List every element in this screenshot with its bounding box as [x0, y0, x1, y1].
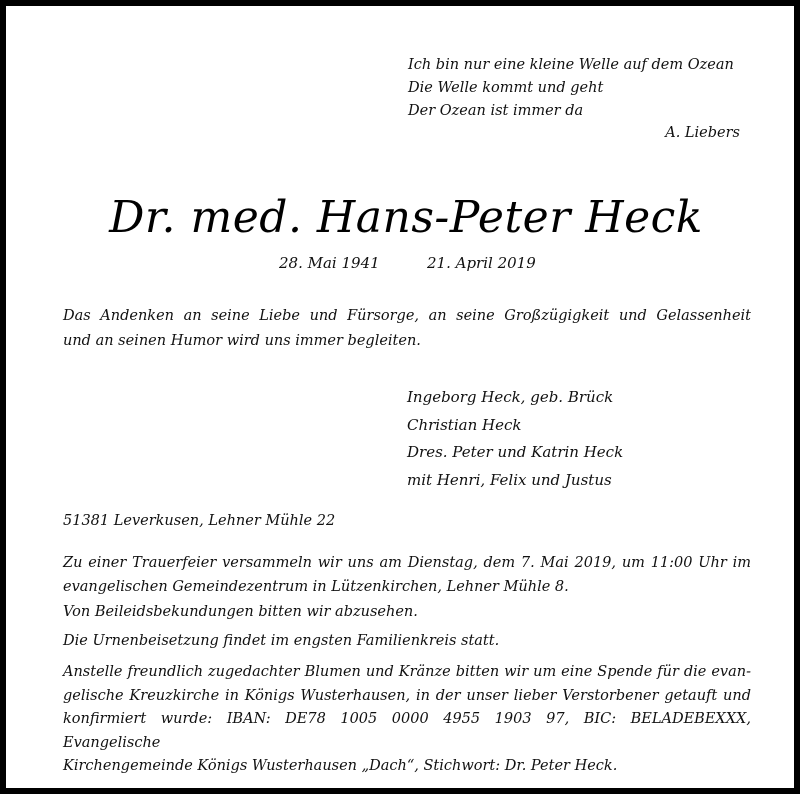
tribute-text — [63, 304, 751, 354]
condolences-notice: Von Beileidsbekundungen bitten wir abzusehen. — [63, 604, 418, 620]
donation-line: Kirchengemeinde Königs Wusterhausen „Dach“, Stichwort: Dr. Peter Heck. — [63, 758, 618, 774]
poem — [408, 54, 734, 123]
family-member: Christian Heck — [407, 415, 522, 434]
poem-author: A. Liebers — [665, 125, 740, 141]
donation-line: Anstelle freundlich zugedachter Blumen und Kränze bitten wir um eine Spende für die evan- — [63, 664, 751, 680]
birth-date: 28. Mai 1941 — [279, 254, 380, 272]
deceased-name: Dr. med. Hans-Peter Heck — [109, 192, 703, 243]
donation-notice — [63, 661, 751, 779]
death-date: 21. April 2019 — [427, 254, 536, 272]
family-member: Dres. Peter und Katrin Heck — [407, 443, 624, 461]
family-member: Ingeborg Heck, geb. Brück — [407, 388, 614, 406]
funeral-line: Zu einer Trauerfeier versammeln wir uns am Dienstag, dem 7. Mai 2019, um 11:00 Uhr im — [63, 555, 751, 571]
poem-line: Ich bin nur eine kleine Welle auf dem Ozean — [408, 57, 734, 73]
family-signatures — [407, 384, 623, 494]
poem-line: Die Welle kommt und geht — [408, 80, 604, 96]
poem-line: Der Ozean ist immer da — [408, 103, 584, 119]
donation-line: gelische Kreuzkirche in Königs Wusterhausen, in der unser lieber Verstorbener getauft und — [63, 687, 751, 704]
tribute-line: und an seinen Humor wird uns immer begleiten. — [63, 333, 421, 349]
tribute-line: Das Andenken an seine Liebe und Fürsorge, an seine Großzügigkeit und Gelassenheit — [63, 308, 751, 324]
burial-notice: Die Urnenbeisetzung findet im engsten Familienkreis statt. — [63, 633, 500, 649]
funeral-notice — [63, 552, 751, 599]
family-member: mit Henri, Felix und Justus — [407, 470, 612, 489]
funeral-line: evangelischen Gemeindezentrum in Lützenkirchen, Lehner Mühle 8. — [63, 578, 569, 595]
address: 51381 Leverkusen, Lehner Mühle 22 — [63, 513, 336, 529]
donation-line: konfirmiert wurde: IBAN: DE78 1005 0000 4955 1903 97, BIC: BELADEBEXXX, Evangelische — [63, 711, 751, 751]
